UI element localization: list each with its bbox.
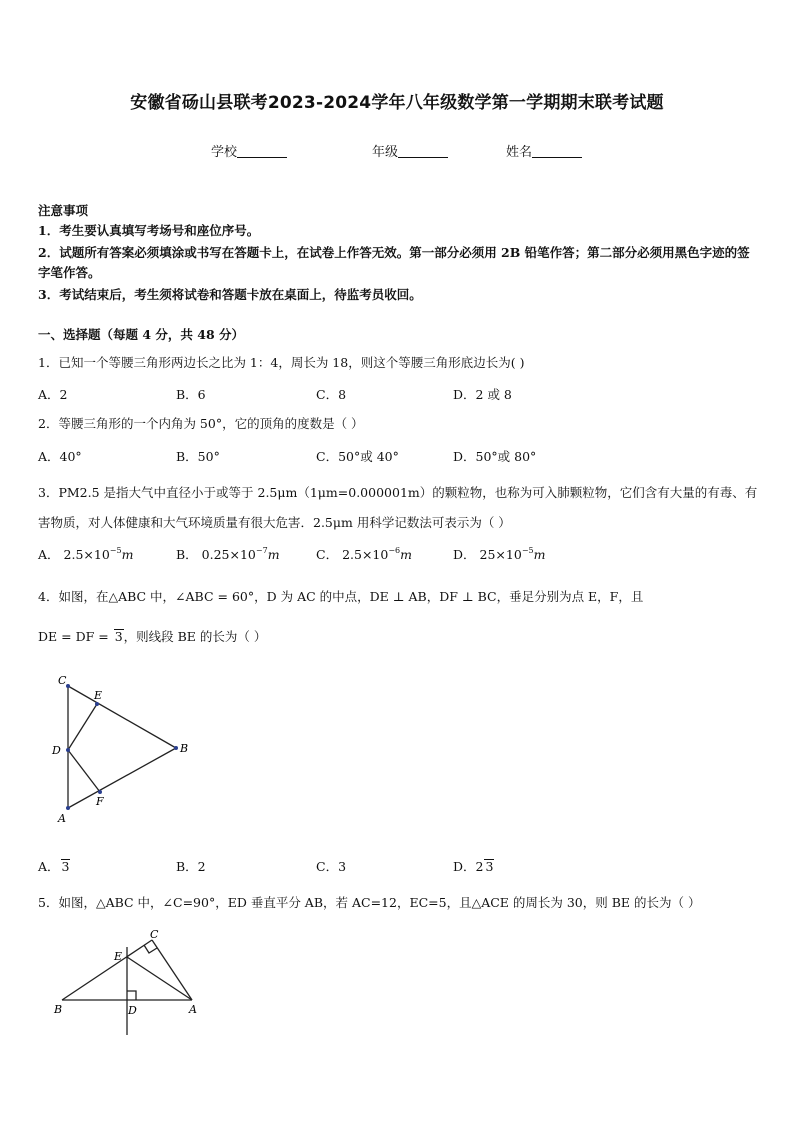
q3-option-c: C． $2.5\times 10^{-6}m$ (316, 546, 412, 562)
q2-option-b: B．50° (176, 449, 220, 464)
name-field (506, 141, 582, 160)
notice-item: 3．考试结束后，考生须将试卷和答题卡放在桌面上，待监考员收回。 (38, 287, 422, 302)
label-a: A (58, 812, 66, 825)
label-c: C (58, 674, 67, 687)
question-2-stem: 2．等腰三角形的一个内角为 50°，它的顶角的度数是（ ） (38, 416, 364, 431)
grade-label: 年级 (372, 145, 399, 160)
question-3-stem: 3．PM2.5 是指大气中直径小于或等于 2.5μm（1μm=0.000001m）的颗粒物，也称为可入肺颗粒物，它们含有大量的有毒、有害物质，对人体健康和大气环境质量有很大危害．2.5μm 用科学记数法可表示为（ ） (38, 485, 758, 530)
school-blank (237, 145, 287, 158)
q4-option-a: A． 3 (38, 859, 70, 874)
grade-blank (398, 145, 448, 158)
q4-option-b: B．2 (176, 859, 206, 874)
notice-heading: 注意事项 (38, 203, 89, 218)
label-f: F (96, 795, 104, 808)
label-b: B (180, 742, 189, 755)
q5-figure (48, 925, 218, 1050)
notice-item: 1．考生要认真填写考场号和座位序号。 (38, 223, 260, 238)
page-title: 安徽省砀山县联考2023-2024学年八年级数学第一学期期末联考试题 (130, 93, 664, 113)
label-c: C (150, 928, 159, 941)
question-5-stem: 5．如图，△ABC 中，∠C=90°，ED 垂直平分 AB，若 AC=12，EC=5，且△ACE 的周长为 30，则 BE 的长为（ ） (38, 895, 701, 910)
school-label: 学校 (211, 145, 238, 160)
label-d: D (52, 744, 61, 757)
q4-figure (48, 672, 198, 827)
label-d: D (128, 1004, 137, 1017)
notice-item: 2．试题所有答案必须填涂或书写在答题卡上，在试卷上作答无效。第一部分必须用 2B 铅笔作答；第二部分必须用黑色字迹的签字笔作答。 (38, 245, 750, 280)
school-field (211, 141, 287, 160)
label-e: E (94, 689, 103, 702)
label-e: E (114, 950, 123, 963)
q3-option-a: A． $2.5\times 10^{-5}m$ (38, 546, 134, 562)
q3-option-d: D． $25\times 10^{-5}m$ (453, 546, 546, 562)
q1-option-c: C．8 (316, 387, 347, 402)
q1-option-b: B．6 (176, 387, 206, 402)
q3-option-b: B． $0.25\times 10^{-7}m$ (176, 546, 280, 562)
q2-option-a: A．40° (38, 449, 82, 464)
q1-option-d: D．2 或 8 (453, 387, 512, 402)
question-4-stem-line1: 4．如图，在△ABC 中，∠ABC = 60°，D 为 AC 的中点，DE ⊥ AB，DF ⊥ BC，垂足分别为点 E，F，且 (38, 589, 644, 604)
section-heading: 一、选择题（每题 4 分，共 48 分） (38, 327, 245, 342)
name-label: 姓名 (506, 145, 533, 160)
grade-field (372, 141, 448, 160)
question-4-stem-line2: DE = DF = 3，则线段 BE 的长为（ ） (38, 629, 267, 644)
label-a: A (189, 1003, 197, 1016)
q4-option-c: C．3 (316, 859, 347, 874)
q1-option-a: A．2 (38, 387, 68, 402)
label-b: B (54, 1003, 63, 1016)
q2-option-c: C．50°或 40° (316, 449, 399, 464)
question-1-stem: 1．已知一个等腰三角形两边长之比为 1：4，周长为 18，则这个等腰三角形底边长为( ) (38, 355, 525, 370)
q2-option-d: D．50°或 80° (453, 449, 537, 464)
q4-option-d: D．2 3 (453, 859, 494, 874)
name-blank (532, 145, 582, 158)
